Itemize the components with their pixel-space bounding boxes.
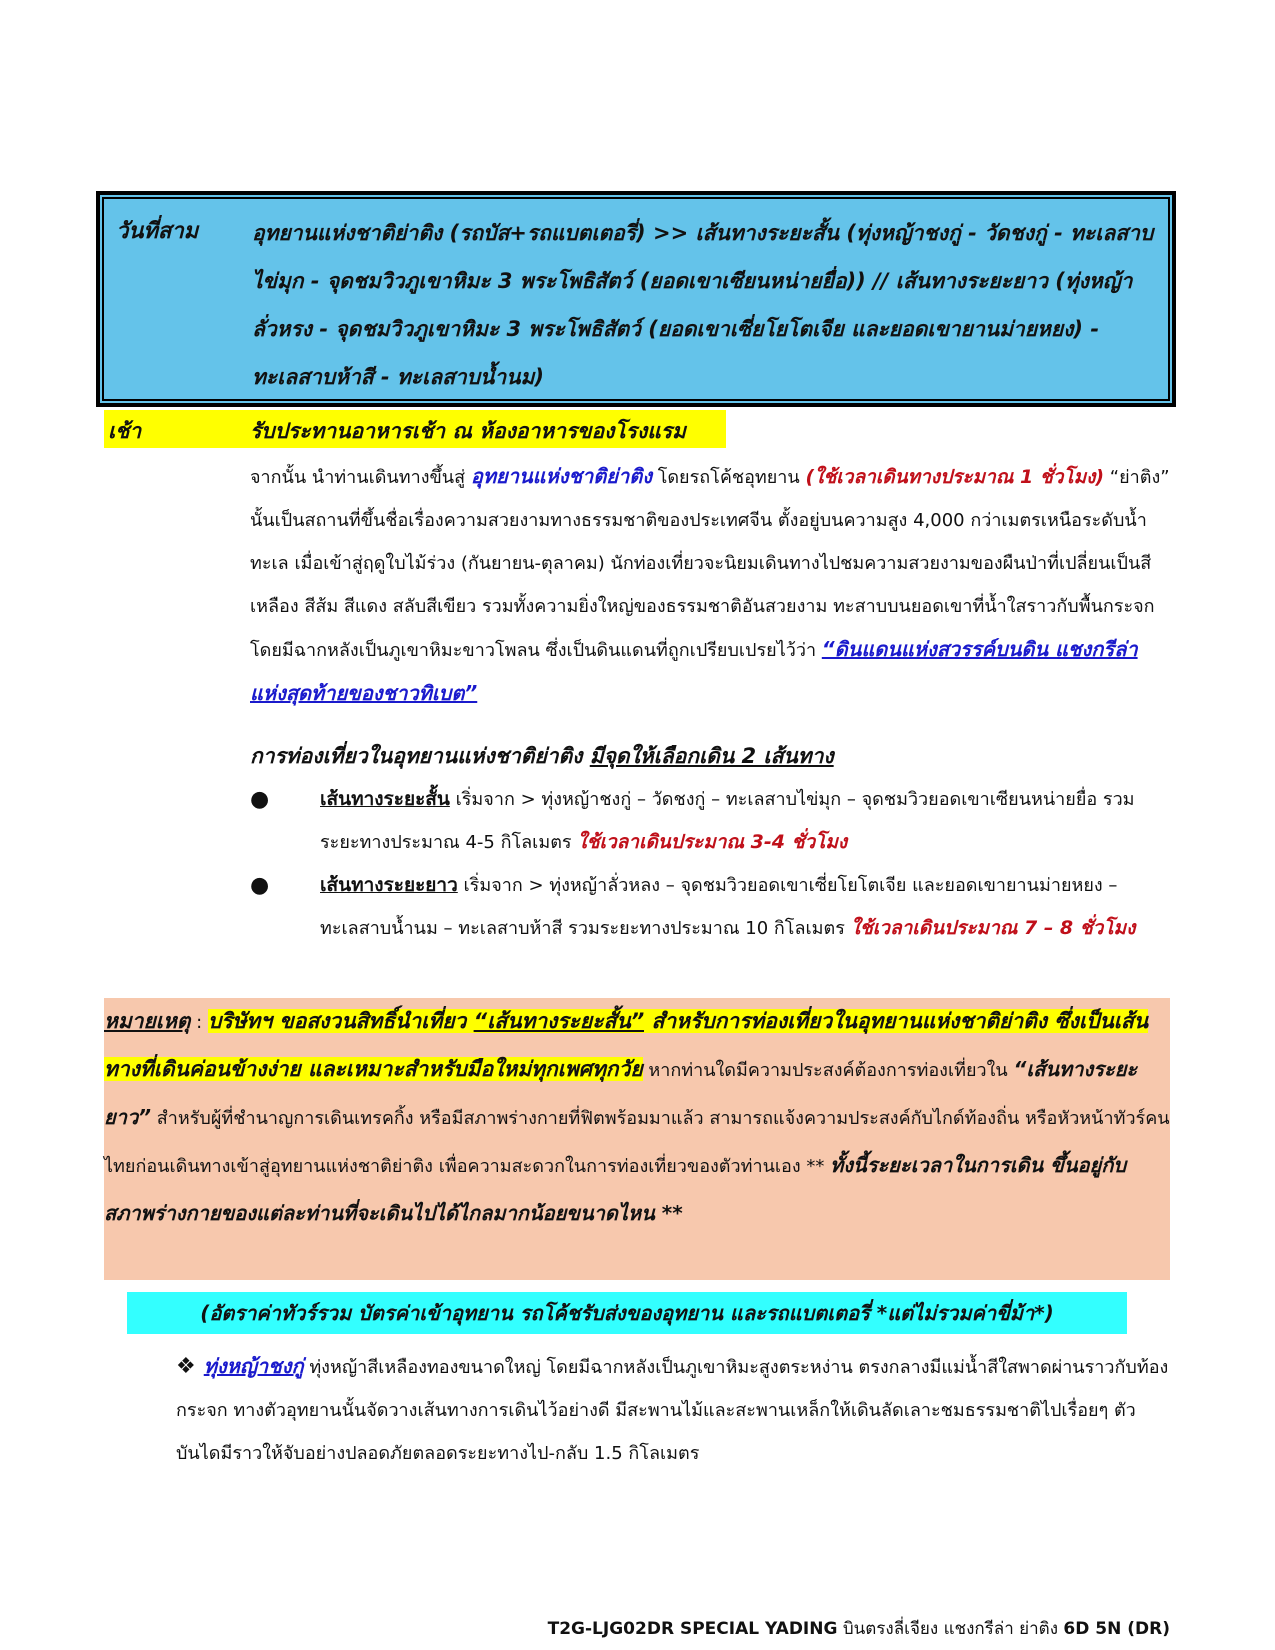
routes-heading-part2: มีจุดให้เลือกเดิน 2 เส้นทาง — [589, 744, 834, 768]
note-long-route: “เส้นทางระยะยาว” — [104, 1057, 1138, 1129]
footer-thai: บินตรงลี่เจียง แชงกรีล่า ย่าติง — [837, 1619, 1064, 1639]
note-text — [104, 998, 1170, 1238]
diamond-bullet-icon: ❖ — [176, 1354, 196, 1379]
bullet-dot-icon: ● — [250, 873, 270, 898]
note-highlight-1: บริษัทฯ ขอสงวนสิทธิ์นำเที่ยว — [207, 1009, 474, 1033]
note-text-1: หากท่านใดมีความประสงค์ต้องการท่องเที่ยวใน — [642, 1060, 1014, 1081]
note-highlight-2: สำหรับการท่องเที่ยวในอุทยานแห่งชาติย่าติง ซึ่งเป็นเส้นทางที่เดินค่อนข้างง่าย และเหมาะสำหรับมือใหม่ทุกเพศทุกวัย — [104, 1009, 1149, 1081]
note-label: หมายเหตุ — [104, 1009, 191, 1033]
attraction-title: ทุ่งหญ้าชงกู่ — [203, 1354, 304, 1378]
footer — [548, 1615, 1170, 1642]
breakfast-row — [104, 410, 726, 448]
route-name: เส้นทางระยะสั้น — [320, 788, 450, 810]
price-note: (อัตราค่าทัวร์รวม บัตรค่าเข้าอุทยาน รถโค้ชรับส่งของอุทยาน และรถแบตเตอรี่ *แต่ไม่รวมค่าขี่ม้า*) — [200, 1301, 1054, 1325]
note-short-route: “เส้นทางระยะสั้น” — [473, 1009, 645, 1033]
breakfast-label: เช้า — [108, 419, 142, 443]
intro-paragraph — [250, 455, 1170, 716]
day-header-box — [98, 193, 1174, 405]
shangrila-quote: “ดินแดนแห่งสวรรค์บนดิน แชงกรีล่าแห่งสุดท้ายของชาวทิเบต” — [250, 637, 1138, 705]
routes-heading — [250, 740, 1150, 773]
travel-time: (ใช้เวลาเดินทางประมาณ 1 ชั่วโมง) — [805, 466, 1105, 488]
route-text: เริ่มจาก > ทุ่งหญ้าลั่วหลง – จุดชมวิวยอดเขาเซี่ยโยโตเจีย และยอดเขายานม่ายหยง – ทะเลสาบน้ำนม – ทะเลสาบห้าสี รวมระยะทางประมาณ 10 กิโลเมตร — [320, 875, 1118, 939]
route-name: เส้นทางระยะยาว — [320, 874, 458, 896]
note-box — [104, 998, 1170, 1280]
routes-heading-part1: การท่องเที่ยวในอุทยานแห่งชาติย่าติง — [250, 744, 590, 768]
attraction-text: ทุ่งหญ้าสีเหลืองทองขนาดใหญ่ โดยมีฉากหลังเป็นภูเขาหิมะสูงตระหง่าน ตรงกลางมีแม่น้ำสีใสพาดผ่านราวกับท้องกระจก ทางตัวอุทยานนั้นจัดวางเส้นทางการเดินไว้อย่างดี มีสะพานไม้และสะพานเหล็กให้เดินลัดเลาะชมธรรมชาติไปเรื่อยๆ ตัวบันไดมีราวให้จับอย่างปลอดภัยตลอดระยะทางไป-กลับ 1.5 กิโลเมตร — [176, 1357, 1169, 1464]
route-text: เริ่มจาก > ทุ่งหญ้าชงกู่ – วัดชงกู่ – ทะเลสาบไข่มุก – จุดชมวิวยอดเขาเซียนหน่ายยื่อ รวมระยะทางประมาณ 4-5 กิโลเมตร — [320, 789, 1135, 853]
footer-duration: 6D 5N (DR) — [1063, 1619, 1170, 1639]
note-text-3: ทั้งนี้ระยะเวลาในการเดิน ขึ้นอยู่กับสภาพร่างกายของแต่ละท่านที่จะเดินไปได้ไกลมากน้อยขนาดไหน ** — [104, 1153, 1127, 1225]
route-time: ใช้เวลาเดินประมาณ 3-4 ชั่วโมง — [577, 831, 848, 853]
route-item-short — [250, 778, 1170, 864]
park-name: อุทยานแห่งชาติย่าติง — [470, 464, 652, 488]
price-note-bar — [127, 1292, 1127, 1334]
intro-text-2: โดยรถโค้ชอุทยาน — [651, 467, 806, 488]
day-label: วันที่สาม — [116, 219, 199, 244]
bullet-dot-icon: ● — [250, 787, 270, 812]
route-item-long — [250, 864, 1170, 950]
attraction-item — [176, 1345, 1170, 1475]
intro-text-3: “ย่าติง” นั้นเป็นสถานที่ขึ้นชื่อเรื่องความสวยงามทางธรรมชาติของประเทศจีน ตั้งอยู่บนความสูง 4,000 กว่าเมตรเหนือระดับน้ำทะเล เมื่อเข้าสู่ฤดูใบไม้ร่วง (กันยายน-ตุลาคม) นักท่องเที่ยวจะนิยมเดินทางไปชมความสวยงามของผืนป่าที่เปลี่ยนเป็นสีเหลือง สีส้ม สีแดง สลับสีเขียว รวมทั้งความยิ่งใหญ่ของธรรมชาติอันสวยงาม ทะสาบบนยอดเขาที่น้ำใสราวกับพื้นกระจก โดยมีฉากหลังเป็นภูเขาหิมะขาวโพลน ซึ่งเป็นดินแดนที่ถูกเปรียบเปรยไว้ว่า — [250, 467, 1170, 661]
note-text-2: สำหรับผู้ที่ชำนาญการเดินเทรคกิ้ง หรือมีสภาพร่างกายที่ฟิตพร้อมมาแล้ว สามารถแจ้งความประสงค์กับไกด์ท้องถิ่น หรือหัวหน้าทัวร์คนไทยก่อนเดินทางเข้าสู่อุทยานแห่งชาติย่าติง เพื่อความสะดวกในการท่องเที่ยวของตัวท่านเอง ** — [104, 1108, 1170, 1177]
day-title: อุทยานแห่งชาติย่าติง (รถบัส+รถแบตเตอรี่) >> เส้นทางระยะสั้น (ทุ่งหญ้าชงกู่ - วัดชงกู่ - ทะเลสาบไข่มุก - จุดชมวิวภูเขาหิมะ 3 พระโพธิสัตว์ (ยอดเขาเซียนหน่ายยื่อ)) // เส้นทางระยะยาว (ทุ่งหญ้าลั่วหรง - จุดชมวิวภูเขาหิมะ 3 พระโพธิสัตว์ (ยอดเขาเซี่ยโยโตเจีย และยอดเขายานม่ายหยง) - ทะเลสาบห้าสี - ทะเลสาบน้ำนม) — [252, 221, 1154, 389]
footer-code: T2G-LJG02DR SPECIAL YADING — [547, 1619, 838, 1639]
route-time: ใช้เวลาเดินประมาณ 7 – 8 ชั่วโมง — [850, 917, 1136, 939]
breakfast-text: รับประทานอาหารเช้า ณ ห้องอาหารของโรงแรม — [250, 419, 686, 443]
note-colon: : — [190, 1012, 208, 1033]
intro-text-1: จากนั้น นำท่านเดินทางขึ้นสู่ — [250, 467, 471, 488]
